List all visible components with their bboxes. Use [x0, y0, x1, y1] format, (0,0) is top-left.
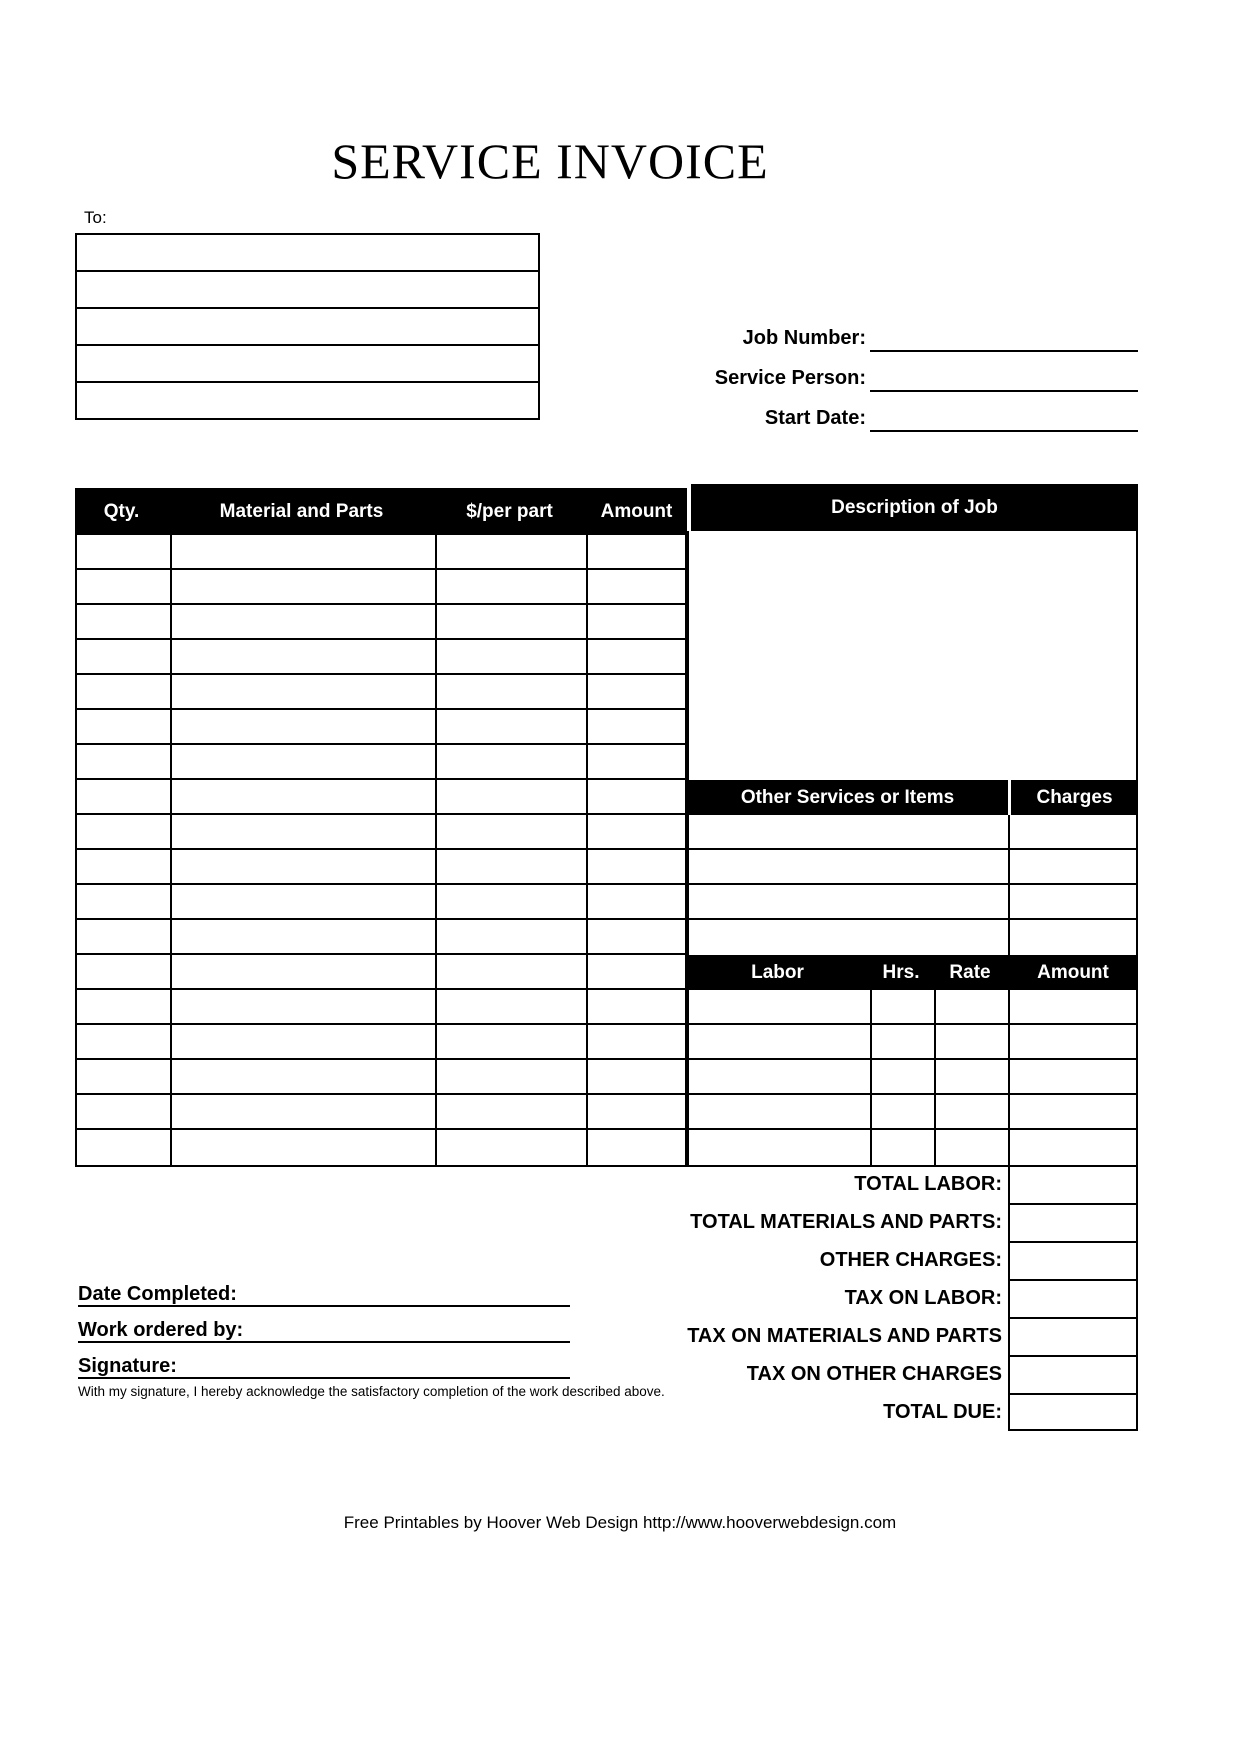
- other-services-table-body: [687, 815, 1138, 955]
- other-service-item-cell[interactable]: [689, 850, 1010, 883]
- qty-cell[interactable]: [77, 885, 172, 918]
- rate-cell[interactable]: [936, 1025, 1010, 1058]
- price-per-part-cell[interactable]: [437, 570, 588, 603]
- materials-table-body: [75, 535, 687, 1167]
- qty-cell[interactable]: [77, 535, 172, 568]
- labor-table-header: [687, 955, 1138, 990]
- other-service-item-cell[interactable]: [689, 920, 1010, 955]
- price-per-part-cell[interactable]: [437, 815, 588, 848]
- material-parts-cell[interactable]: [172, 885, 437, 918]
- material-parts-cell[interactable]: [172, 955, 437, 988]
- material-parts-cell[interactable]: [172, 745, 437, 778]
- amount-cell[interactable]: [588, 885, 685, 918]
- total-value-box[interactable]: [1010, 1395, 1136, 1433]
- other-services-header: Other Services or Items: [687, 780, 1008, 815]
- work-ordered-by-label: Work ordered by:: [78, 1319, 244, 1341]
- amount-cell[interactable]: [588, 605, 685, 638]
- labor-column-header: Labor: [687, 962, 870, 984]
- qty-column-header: Qty.: [75, 501, 170, 523]
- price-per-part-cell[interactable]: [437, 1095, 588, 1128]
- qty-cell[interactable]: [77, 640, 172, 673]
- total-row-label: TAX ON OTHER CHARGES: [746, 1363, 1002, 1385]
- service-person-field[interactable]: [870, 390, 1138, 392]
- start-date-label: Start Date:: [764, 407, 866, 429]
- amount-cell[interactable]: [588, 955, 685, 988]
- price-per-part-cell[interactable]: [437, 850, 588, 883]
- total-row-label: TOTAL LABOR:: [854, 1173, 1002, 1195]
- page-title: SERVICE INVOICE: [331, 133, 769, 189]
- price-per-part-cell[interactable]: [437, 710, 588, 743]
- other-services-row: [689, 815, 1136, 850]
- materials-table-row: [77, 955, 685, 990]
- qty-cell[interactable]: [77, 955, 172, 988]
- material-parts-cell[interactable]: [172, 710, 437, 743]
- materials-table-row: [77, 1130, 685, 1165]
- labor-cell[interactable]: [689, 1095, 872, 1128]
- material-parts-cell[interactable]: [172, 1060, 437, 1093]
- qty-cell[interactable]: [77, 1095, 172, 1128]
- totals-value-boxes: [1008, 1165, 1138, 1431]
- labor-table-body: [687, 990, 1138, 1167]
- hours-cell[interactable]: [872, 990, 936, 1023]
- materials-table-row: [77, 535, 685, 570]
- labor-table-row: [689, 990, 1136, 1025]
- labor-cell[interactable]: [689, 1060, 872, 1093]
- materials-table-row: [77, 640, 685, 675]
- material-parts-cell[interactable]: [172, 780, 437, 813]
- price-per-part-cell[interactable]: [437, 1025, 588, 1058]
- total-row-label: TAX ON MATERIALS AND PARTS: [687, 1325, 1002, 1347]
- other-service-item-cell[interactable]: [689, 885, 1010, 918]
- job-number-label: Job Number:: [742, 327, 866, 349]
- qty-cell[interactable]: [77, 1130, 172, 1165]
- job-info-section: [0, 327, 1240, 447]
- materials-table-row: [77, 920, 685, 955]
- amount-cell[interactable]: [588, 1025, 685, 1058]
- materials-table-row: [77, 990, 685, 1025]
- rate-column-header: Rate: [934, 962, 1008, 984]
- hours-cell[interactable]: [872, 1060, 936, 1093]
- amount-cell[interactable]: [588, 815, 685, 848]
- amount-cell[interactable]: [588, 570, 685, 603]
- qty-cell[interactable]: [77, 1025, 172, 1058]
- materials-table-row: [77, 885, 685, 920]
- other-services-row: [689, 920, 1136, 955]
- qty-cell[interactable]: [77, 990, 172, 1023]
- qty-cell[interactable]: [77, 780, 172, 813]
- signature-field[interactable]: [78, 1355, 570, 1379]
- total-row-label: TOTAL MATERIALS AND PARTS:: [690, 1211, 1002, 1233]
- rate-cell[interactable]: [936, 1060, 1010, 1093]
- amount-cell[interactable]: [588, 920, 685, 953]
- qty-cell[interactable]: [77, 605, 172, 638]
- signature-disclaimer: With my signature, I hereby acknowledge the satisfactory completion of the work described above.: [78, 1384, 665, 1399]
- labor-amount-cell[interactable]: [1010, 990, 1136, 1023]
- materials-table-row: [77, 780, 685, 815]
- hours-cell[interactable]: [872, 1025, 936, 1058]
- description-of-job-header: Description of Job: [691, 484, 1138, 531]
- materials-table-row: [77, 1025, 685, 1060]
- other-service-item-cell[interactable]: [689, 815, 1010, 848]
- amount-cell[interactable]: [588, 710, 685, 743]
- materials-table-row: [77, 675, 685, 710]
- price-per-part-cell[interactable]: [437, 745, 588, 778]
- material-parts-cell[interactable]: [172, 535, 437, 568]
- total-row-label: TOTAL DUE:: [883, 1401, 1002, 1423]
- amount-cell[interactable]: [588, 990, 685, 1023]
- material-parts-cell[interactable]: [172, 675, 437, 708]
- material-parts-cell[interactable]: [172, 850, 437, 883]
- hours-cell[interactable]: [872, 1095, 936, 1128]
- total-value-box[interactable]: [1010, 1167, 1136, 1205]
- material-parts-cell[interactable]: [172, 1095, 437, 1128]
- date-completed-field[interactable]: [78, 1283, 570, 1307]
- material-parts-cell[interactable]: [172, 1025, 437, 1058]
- price-per-part-cell[interactable]: [437, 675, 588, 708]
- start-date-row: [0, 407, 1240, 447]
- amount-cell[interactable]: [588, 745, 685, 778]
- bill-to-address-line[interactable]: [77, 235, 538, 272]
- amount-cell[interactable]: [588, 640, 685, 673]
- labor-amount-cell[interactable]: [1010, 1130, 1136, 1165]
- other-services-row: [689, 885, 1136, 920]
- other-services-row: [689, 850, 1136, 885]
- material-parts-cell[interactable]: [172, 920, 437, 953]
- amount-column-header: Amount: [600, 500, 673, 522]
- start-date-field[interactable]: [870, 430, 1138, 432]
- total-value-box[interactable]: [1010, 1205, 1136, 1243]
- total-value-box[interactable]: [1010, 1243, 1136, 1281]
- qty-cell[interactable]: [77, 675, 172, 708]
- price-per-part-cell[interactable]: [437, 780, 588, 813]
- hours-cell[interactable]: [872, 1130, 936, 1165]
- labor-cell[interactable]: [689, 990, 872, 1023]
- charges-column-header: Charges: [1011, 780, 1138, 815]
- amount-cell[interactable]: [588, 1060, 685, 1093]
- labor-amount-cell[interactable]: [1010, 1095, 1136, 1128]
- service-person-label: Service Person:: [714, 367, 866, 389]
- price-per-part-column-header: $/per part: [435, 501, 586, 523]
- bill-to-address-line[interactable]: [77, 272, 538, 309]
- footer-credit: Free Printables by Hoover Web Design http://www.hooverwebdesign.com: [343, 1513, 897, 1532]
- qty-cell[interactable]: [77, 570, 172, 603]
- labor-cell[interactable]: [689, 1130, 872, 1165]
- total-value-box[interactable]: [1010, 1319, 1136, 1357]
- labor-amount-cell[interactable]: [1010, 1025, 1136, 1058]
- labor-cell[interactable]: [689, 1025, 872, 1058]
- qty-cell[interactable]: [77, 850, 172, 883]
- total-value-box[interactable]: [1010, 1357, 1136, 1395]
- price-per-part-cell[interactable]: [437, 955, 588, 988]
- rate-cell[interactable]: [936, 990, 1010, 1023]
- material-parts-cell[interactable]: [172, 640, 437, 673]
- charge-cell[interactable]: [1010, 885, 1136, 918]
- materials-table-row: [77, 605, 685, 640]
- materials-table-row: [77, 1095, 685, 1130]
- service-person-row: [0, 367, 1240, 407]
- price-per-part-cell[interactable]: [437, 1060, 588, 1093]
- qty-cell[interactable]: [77, 815, 172, 848]
- price-per-part-cell[interactable]: [437, 990, 588, 1023]
- signature-section: [78, 1283, 570, 1391]
- total-value-box[interactable]: [1010, 1281, 1136, 1319]
- rate-cell[interactable]: [936, 1095, 1010, 1128]
- price-per-part-cell[interactable]: [437, 640, 588, 673]
- material-parts-cell[interactable]: [172, 990, 437, 1023]
- material-parts-cell[interactable]: [172, 815, 437, 848]
- work-ordered-by-field[interactable]: [78, 1319, 570, 1343]
- price-per-part-cell[interactable]: [437, 1130, 588, 1165]
- price-per-part-cell[interactable]: [437, 535, 588, 568]
- description-of-job-area[interactable]: [687, 531, 1138, 780]
- materials-table-row: [77, 850, 685, 885]
- labor-table-row: [689, 1025, 1136, 1060]
- labor-table-row: [689, 1095, 1136, 1130]
- materials-table-row: [77, 570, 685, 605]
- total-row-label: OTHER CHARGES:: [819, 1249, 1002, 1271]
- qty-cell[interactable]: [77, 745, 172, 778]
- labor-table-row: [689, 1060, 1136, 1095]
- signature-label: Signature:: [78, 1355, 177, 1377]
- material-parts-cell[interactable]: [172, 1130, 437, 1165]
- material-parts-cell[interactable]: [172, 605, 437, 638]
- amount-cell[interactable]: [588, 780, 685, 813]
- price-per-part-cell[interactable]: [437, 885, 588, 918]
- amount-cell[interactable]: [588, 1130, 685, 1165]
- job-number-field[interactable]: [870, 350, 1138, 352]
- price-per-part-cell[interactable]: [437, 605, 588, 638]
- labor-amount-cell[interactable]: [1010, 1060, 1136, 1093]
- charge-cell[interactable]: [1010, 920, 1136, 955]
- qty-cell[interactable]: [77, 1060, 172, 1093]
- materials-table-row: [77, 710, 685, 745]
- material-parts-column-header: Material and Parts: [170, 501, 435, 523]
- qty-cell[interactable]: [77, 920, 172, 953]
- material-parts-cell[interactable]: [172, 570, 437, 603]
- qty-cell[interactable]: [77, 710, 172, 743]
- job-number-row: [0, 327, 1240, 367]
- materials-table-row: [77, 815, 685, 850]
- materials-table-row: [77, 1060, 685, 1095]
- labor-table-row: [689, 1130, 1136, 1165]
- total-row-label: TAX ON LABOR:: [844, 1287, 1002, 1309]
- price-per-part-cell[interactable]: [437, 920, 588, 953]
- materials-table-header: [75, 488, 687, 535]
- materials-table-row: [77, 745, 685, 780]
- charge-cell[interactable]: [1010, 850, 1136, 883]
- rate-cell[interactable]: [936, 1130, 1010, 1165]
- date-completed-label: Date Completed:: [78, 1283, 237, 1305]
- amount-cell[interactable]: [588, 675, 685, 708]
- amount-cell[interactable]: [588, 850, 685, 883]
- bill-to-label: To:: [84, 208, 107, 227]
- hours-column-header: Hrs.: [870, 962, 934, 984]
- amount-cell[interactable]: [588, 535, 685, 568]
- amount-cell[interactable]: [588, 1095, 685, 1128]
- labor-amount-column-header: Amount: [1037, 961, 1109, 983]
- charge-cell[interactable]: [1010, 815, 1136, 848]
